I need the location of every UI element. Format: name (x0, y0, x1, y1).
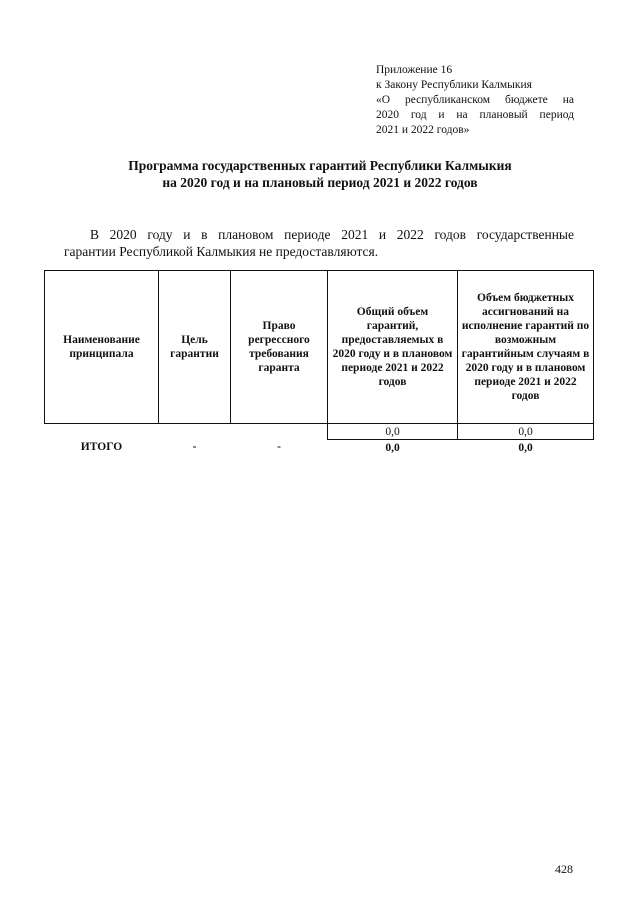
table-header-row (45, 271, 594, 424)
header-total-volume: Общий объем гарантий, предоставляемых в 2020 году и в плановом периоде 2021 и 2022 годов (328, 271, 458, 424)
header-recourse: Право регрессного требования гаранта (231, 271, 328, 424)
title-line: на 2020 год и на плановый период 2021 и 2022 годов (162, 175, 478, 190)
table-cell: 0,0 (458, 424, 594, 440)
page-number: 428 (555, 862, 573, 876)
total-row (45, 440, 594, 456)
table-row (45, 424, 594, 440)
table-cell: 0,0 (518, 441, 533, 454)
header-budget-allocations: Объем бюджетных ассигнований на исполнение гарантий по возможным гарантийным случаям в 2020 году и в плановом периоде 2021 и 2022 годов (458, 271, 594, 424)
table-cell (45, 424, 159, 440)
table-cell: - (192, 441, 197, 454)
table-cell: - (277, 441, 281, 454)
header-principal: Наименование принципала (45, 271, 159, 424)
annex-header (376, 63, 574, 138)
title-line: Программа государственных гарантий Республики Калмыкия (128, 158, 512, 173)
table-cell (231, 424, 328, 440)
table-cell: 0,0 (328, 424, 458, 440)
total-label: ИТОГО (80, 441, 123, 454)
header-purpose: Цель гарантии (159, 271, 231, 424)
table-cell: 0,0 (385, 441, 400, 454)
document-title (0, 157, 640, 191)
table-cell (159, 424, 231, 440)
annex-line: 2021 и 2022 годов» (376, 124, 470, 136)
guarantees-table (44, 270, 594, 455)
annex-line: к Закону Республики Калмыкия (376, 79, 532, 91)
paragraph-line: гарантии Республикой Калмыкия не предоставляются. (64, 244, 379, 259)
body-paragraph (64, 226, 574, 260)
paragraph-line: В 2020 году и в плановом периоде 2021 и 2022 годов государственные (90, 227, 574, 242)
annex-line: 2020 год и на плановый период (376, 109, 574, 121)
annex-line: Приложение 16 (376, 64, 453, 76)
annex-line: «О республиканском бюджете на (376, 94, 574, 106)
